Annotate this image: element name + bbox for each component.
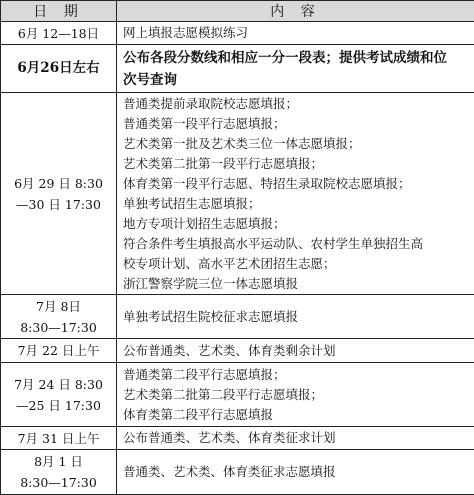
date-line: 7月 24 日 8:30 xyxy=(1,374,116,395)
date-cell xyxy=(1,93,117,295)
date-cell xyxy=(1,45,117,93)
header-content: 内 容 xyxy=(117,1,474,22)
date-line: 7月 22 日上午 xyxy=(1,340,116,361)
table-row xyxy=(1,93,474,295)
content-cell xyxy=(117,339,474,363)
header-date: 日 期 xyxy=(1,1,117,22)
content-line: 普通类第二段平行志愿填报； xyxy=(123,365,474,385)
content-line: 校专项计划、高水平艺术团招生志愿； xyxy=(123,254,474,274)
content-cell xyxy=(117,22,474,45)
content-cell xyxy=(117,363,474,427)
table-row xyxy=(1,450,474,495)
table-row xyxy=(1,427,474,450)
date-cell xyxy=(1,339,117,363)
table-row xyxy=(1,339,474,363)
content-line: 公布普通类、艺术类、体育类剩余计划 xyxy=(123,340,474,362)
content-line: 单独考试招生志愿填报； xyxy=(123,194,474,214)
content-cell xyxy=(117,45,474,93)
date-line: —30 日 17:30 xyxy=(1,194,116,215)
date-line: 8:30—17:30 xyxy=(1,472,116,493)
content-line: 普通类、艺术类、体育类征求志愿填报 xyxy=(123,461,474,483)
content-line: 次号查询 xyxy=(123,69,474,91)
content-line: 网上填报志愿模拟练习 xyxy=(123,22,474,44)
content-line: 公布各段分数线和相应一分一段表；提供考试成绩和位 xyxy=(123,47,474,69)
date-line: 6月 29 日 8:30 xyxy=(1,173,116,194)
content-line: 单独考试招生院校征求志愿填报 xyxy=(123,306,474,328)
content-cell xyxy=(117,427,474,450)
table-row xyxy=(1,45,474,93)
date-line: 8:30—17:30 xyxy=(1,317,116,338)
date-cell xyxy=(1,295,117,339)
table-row xyxy=(1,363,474,427)
date-cell xyxy=(1,22,117,45)
date-line: 8月 1 日 xyxy=(1,451,116,472)
table-row xyxy=(1,295,474,339)
content-line: 浙江警察学院三位一体志愿填报 xyxy=(123,274,474,294)
content-line: 地方专项计划招生志愿填报； xyxy=(123,214,474,234)
date-line: 6月26日左右 xyxy=(1,58,116,79)
date-line: 7月 8日 xyxy=(1,296,116,317)
date-line: 6月 12—18日 xyxy=(1,23,116,44)
content-line: 艺术类第二批第二段平行志愿填报； xyxy=(123,385,474,405)
content-line: 普通类第一段平行志愿填报； xyxy=(123,114,474,134)
content-cell xyxy=(117,450,474,495)
content-line: 体育类第二段平行志愿填报 xyxy=(123,405,474,425)
date-line: —25 日 17:30 xyxy=(1,395,116,416)
content-cell xyxy=(117,93,474,295)
table-header-row xyxy=(1,1,474,22)
content-line: 符合条件考生填报高水平运动队、农村学生单独招生高 xyxy=(123,234,474,254)
content-line: 体育类第一段平行志愿、特招生录取院校志愿填报； xyxy=(123,174,474,194)
content-line: 艺术类第一批及艺术类三位一体志愿填报； xyxy=(123,134,474,154)
date-line: 7月 31 日上午 xyxy=(1,428,116,449)
content-cell xyxy=(117,295,474,339)
date-cell xyxy=(1,450,117,495)
content-line: 公布普通类、艺术类、体育类征求计划 xyxy=(123,427,474,449)
content-line: 艺术类第二批第一段平行志愿填报； xyxy=(123,154,474,174)
table-row xyxy=(1,22,474,45)
date-cell xyxy=(1,363,117,427)
date-cell xyxy=(1,427,117,450)
content-line: 普通类提前录取院校志愿填报； xyxy=(123,94,474,114)
